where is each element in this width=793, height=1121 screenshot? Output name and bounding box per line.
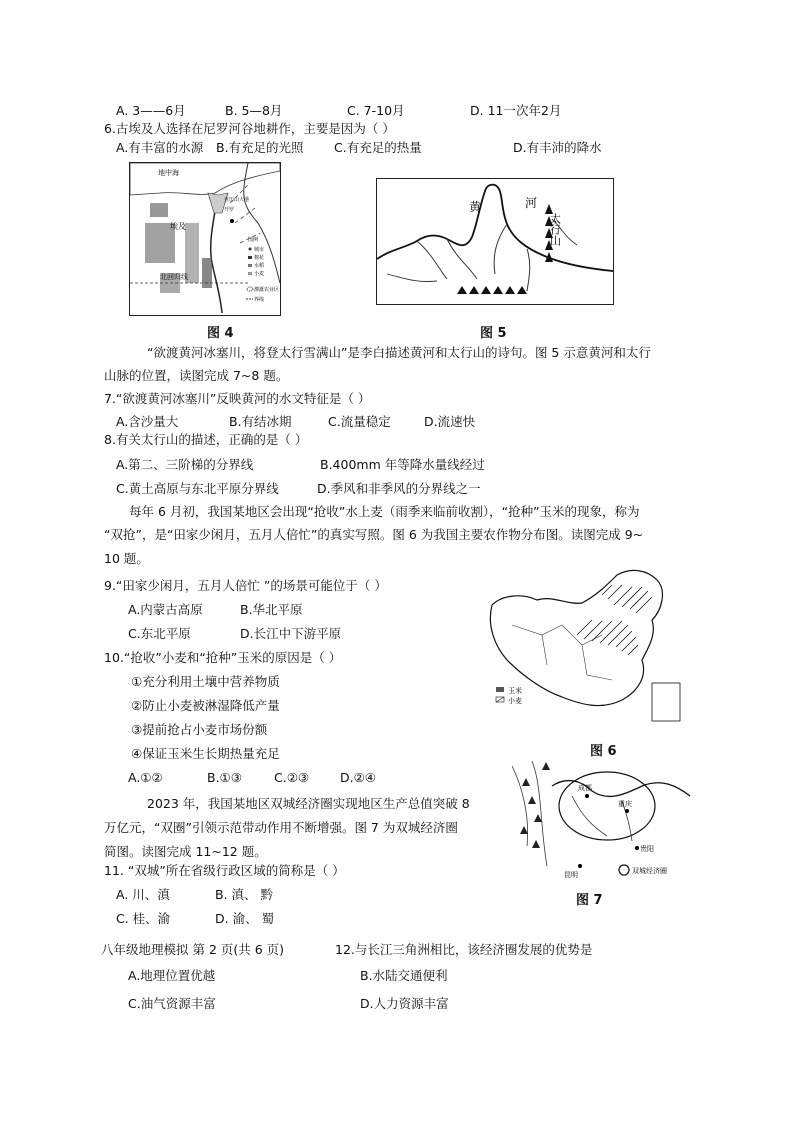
fig6-legend-maize: 玉米 (508, 687, 522, 695)
fig7-city-chongqing: 重庆 (618, 800, 632, 808)
q5-option-d: D. 11一次年2月 (470, 103, 562, 118)
fig4-country-label: 埃及 (170, 222, 186, 231)
fig6-legend-wheat: 小麦 (508, 697, 522, 705)
figure-5-map (376, 178, 614, 305)
intro-11-12-line3: 简图。读图完成 11~12 题。 (104, 844, 267, 859)
q12-option-c: C.油气资源丰富 (128, 996, 216, 1011)
q10-stem: 10.“抢收”小麦和“抢种”玉米的原因是（ ） (104, 650, 342, 665)
egypt-map-graphic (130, 163, 280, 315)
intro-11-12-line1: 2023 年，我国某地区双城经济圈实现地区生产总值突破 8 (147, 796, 470, 811)
fig4-legend-title: 图例 (248, 237, 259, 243)
figure-4-map (129, 162, 281, 316)
fig4-legend-3: 水稻 (254, 263, 265, 269)
fig4-legend-6: 界线 (254, 297, 265, 303)
q5-option-a: A. 3——6月 (116, 103, 186, 118)
figure-7-map (512, 756, 692, 880)
q10-item-1: ①充分利用土壤中营养物质 (131, 674, 280, 689)
q10-item-2: ②防止小麦被淋湿降低产量 (131, 698, 280, 713)
china-crop-map-graphic (482, 565, 687, 733)
q11-stem: 11. “双城”所在省级行政区域的简称是（ ） (104, 863, 345, 878)
intro-9-10-line3: 10 题。 (104, 551, 149, 566)
fig4-cairo-label: 开罗 (224, 207, 235, 213)
figure-5-caption: 图 5 (480, 326, 507, 341)
page-footer: 八年级地理模拟 第 2 页(共 6 页) (101, 942, 285, 957)
q11-option-d: D. 渝、 蜀 (215, 911, 275, 926)
q10-option-a: A.①② (128, 770, 163, 785)
fig7-city-guiyang: 贵阳 (640, 845, 654, 853)
q9-option-b: B.华北平原 (240, 602, 303, 617)
q7-option-c: C.流量稳定 (328, 414, 391, 429)
q8-option-d: D.季风和非季风的分界线之一 (317, 481, 481, 496)
q10-option-b: B.①③ (207, 770, 242, 785)
figure-4-caption: 图 4 (207, 326, 234, 341)
fig4-tropic-label: 北回归线 (160, 273, 188, 281)
q6-option-d: D.有丰沛的降水 (513, 140, 602, 155)
q10-item-3: ③提前抢占小麦市场份额 (131, 722, 268, 737)
q12-option-d: D.人力资源丰富 (360, 996, 449, 1011)
fig7-city-chengdu: 成都 (578, 784, 592, 792)
q6-option-b: B.有充足的光照 (216, 140, 304, 155)
fig4-sea-label: 地中海 (158, 169, 179, 177)
q12-stem: 12.与长江三角洲相比，该经济圈发展的优势是 (335, 942, 593, 957)
q12-option-b: B.水陆交通便利 (360, 968, 448, 983)
q7-option-a: A.含沙量大 (116, 414, 179, 429)
q9-option-d: D.长江中下游平原 (240, 626, 342, 641)
q9-stem: 9.“田家少闲月，五月人倍忙 ”的场景可能位于（ ） (104, 578, 387, 593)
figure-7-caption: 图 7 (576, 893, 603, 908)
q5-option-c: C. 7-10月 (347, 103, 405, 118)
fig5-yellow-label: 黄 (469, 200, 482, 214)
q7-option-b: B.有结冰期 (229, 414, 292, 429)
q7-stem: 7.“欲渡黄河冰塞川”反映黄河的水文特征是（ ） (104, 391, 371, 406)
yellow-river-map-graphic (377, 179, 613, 304)
intro-7-8-line1: “欲渡黄河冰塞川，将登太行雪满山”是李白描述黄河和太行山的诗句。图 5 示意黄河和太行 (147, 345, 651, 360)
fig4-legend-5: 灌溉农业区 (254, 287, 280, 293)
q10-option-c: C.②③ (274, 770, 310, 785)
q12-option-a: A.地理位置优越 (128, 968, 216, 983)
intro-9-10-line2: “双抢”，是“田家少闲月，五月人倍忙”的真实写照。图 6 为我国主要农作物分布图。读图完成 9~ (104, 527, 644, 542)
figure-6-map (482, 565, 687, 733)
q5-option-b: B. 5—8月 (225, 103, 283, 118)
figure-6-caption: 图 6 (590, 744, 617, 759)
fig4-legend-2: 棉花 (254, 255, 265, 261)
intro-9-10-line1: 每年 6 月初，我国某地区会出现“抢收”水上麦（雨季来临前收割），“抢种”玉米的现象，称为 (129, 504, 640, 519)
intro-7-8-line2: 山脉的位置，读图完成 7~8 题。 (104, 368, 289, 383)
q8-option-c: C.黄土高原与东北平原分界线 (116, 481, 279, 496)
q11-option-b: B. 滇、 黔 (215, 887, 273, 902)
q6-stem: 6.古埃及人选择在尼罗河谷地耕作，主要是因为（ ） (104, 121, 395, 136)
fig7-city-kunming: 昆明 (564, 871, 578, 879)
fig7-legend-label: 双城经济圈 (632, 867, 667, 875)
q11-option-c: C. 桂、渝 (116, 911, 171, 926)
q8-stem: 8.有关太行山的描述，正确的是（ ） (104, 432, 308, 447)
q11-option-a: A. 川、滇 (116, 887, 170, 902)
q9-option-c: C.东北平原 (128, 626, 191, 641)
fig5-river-label: 河 (525, 196, 538, 210)
q10-option-d: D.②④ (340, 770, 377, 785)
q10-item-4: ④保证玉米生长期热量充足 (131, 746, 280, 761)
fig4-legend-4: 小麦 (254, 271, 265, 277)
fig5-taihang-label: 太行山 (548, 213, 562, 246)
q9-option-a: A.内蒙古高原 (128, 602, 203, 617)
intro-11-12-line2: 万亿元，“双圈”引领示范带动作用不断增强。图 7 为双城经济圈 (104, 820, 458, 835)
q8-option-a: A.第二、三阶梯的分界线 (116, 457, 254, 472)
fig4-legend-1: 城市 (254, 247, 265, 253)
fig4-alex-label: 亚历山大港 (224, 197, 250, 203)
q7-option-d: D.流速快 (424, 414, 476, 429)
q6-option-c: C.有充足的热量 (334, 140, 422, 155)
q6-option-a: A.有丰富的水源 (116, 140, 204, 155)
twin-city-map-graphic (512, 756, 692, 880)
q8-option-b: B.400mm 年等降水量线经过 (320, 457, 485, 472)
